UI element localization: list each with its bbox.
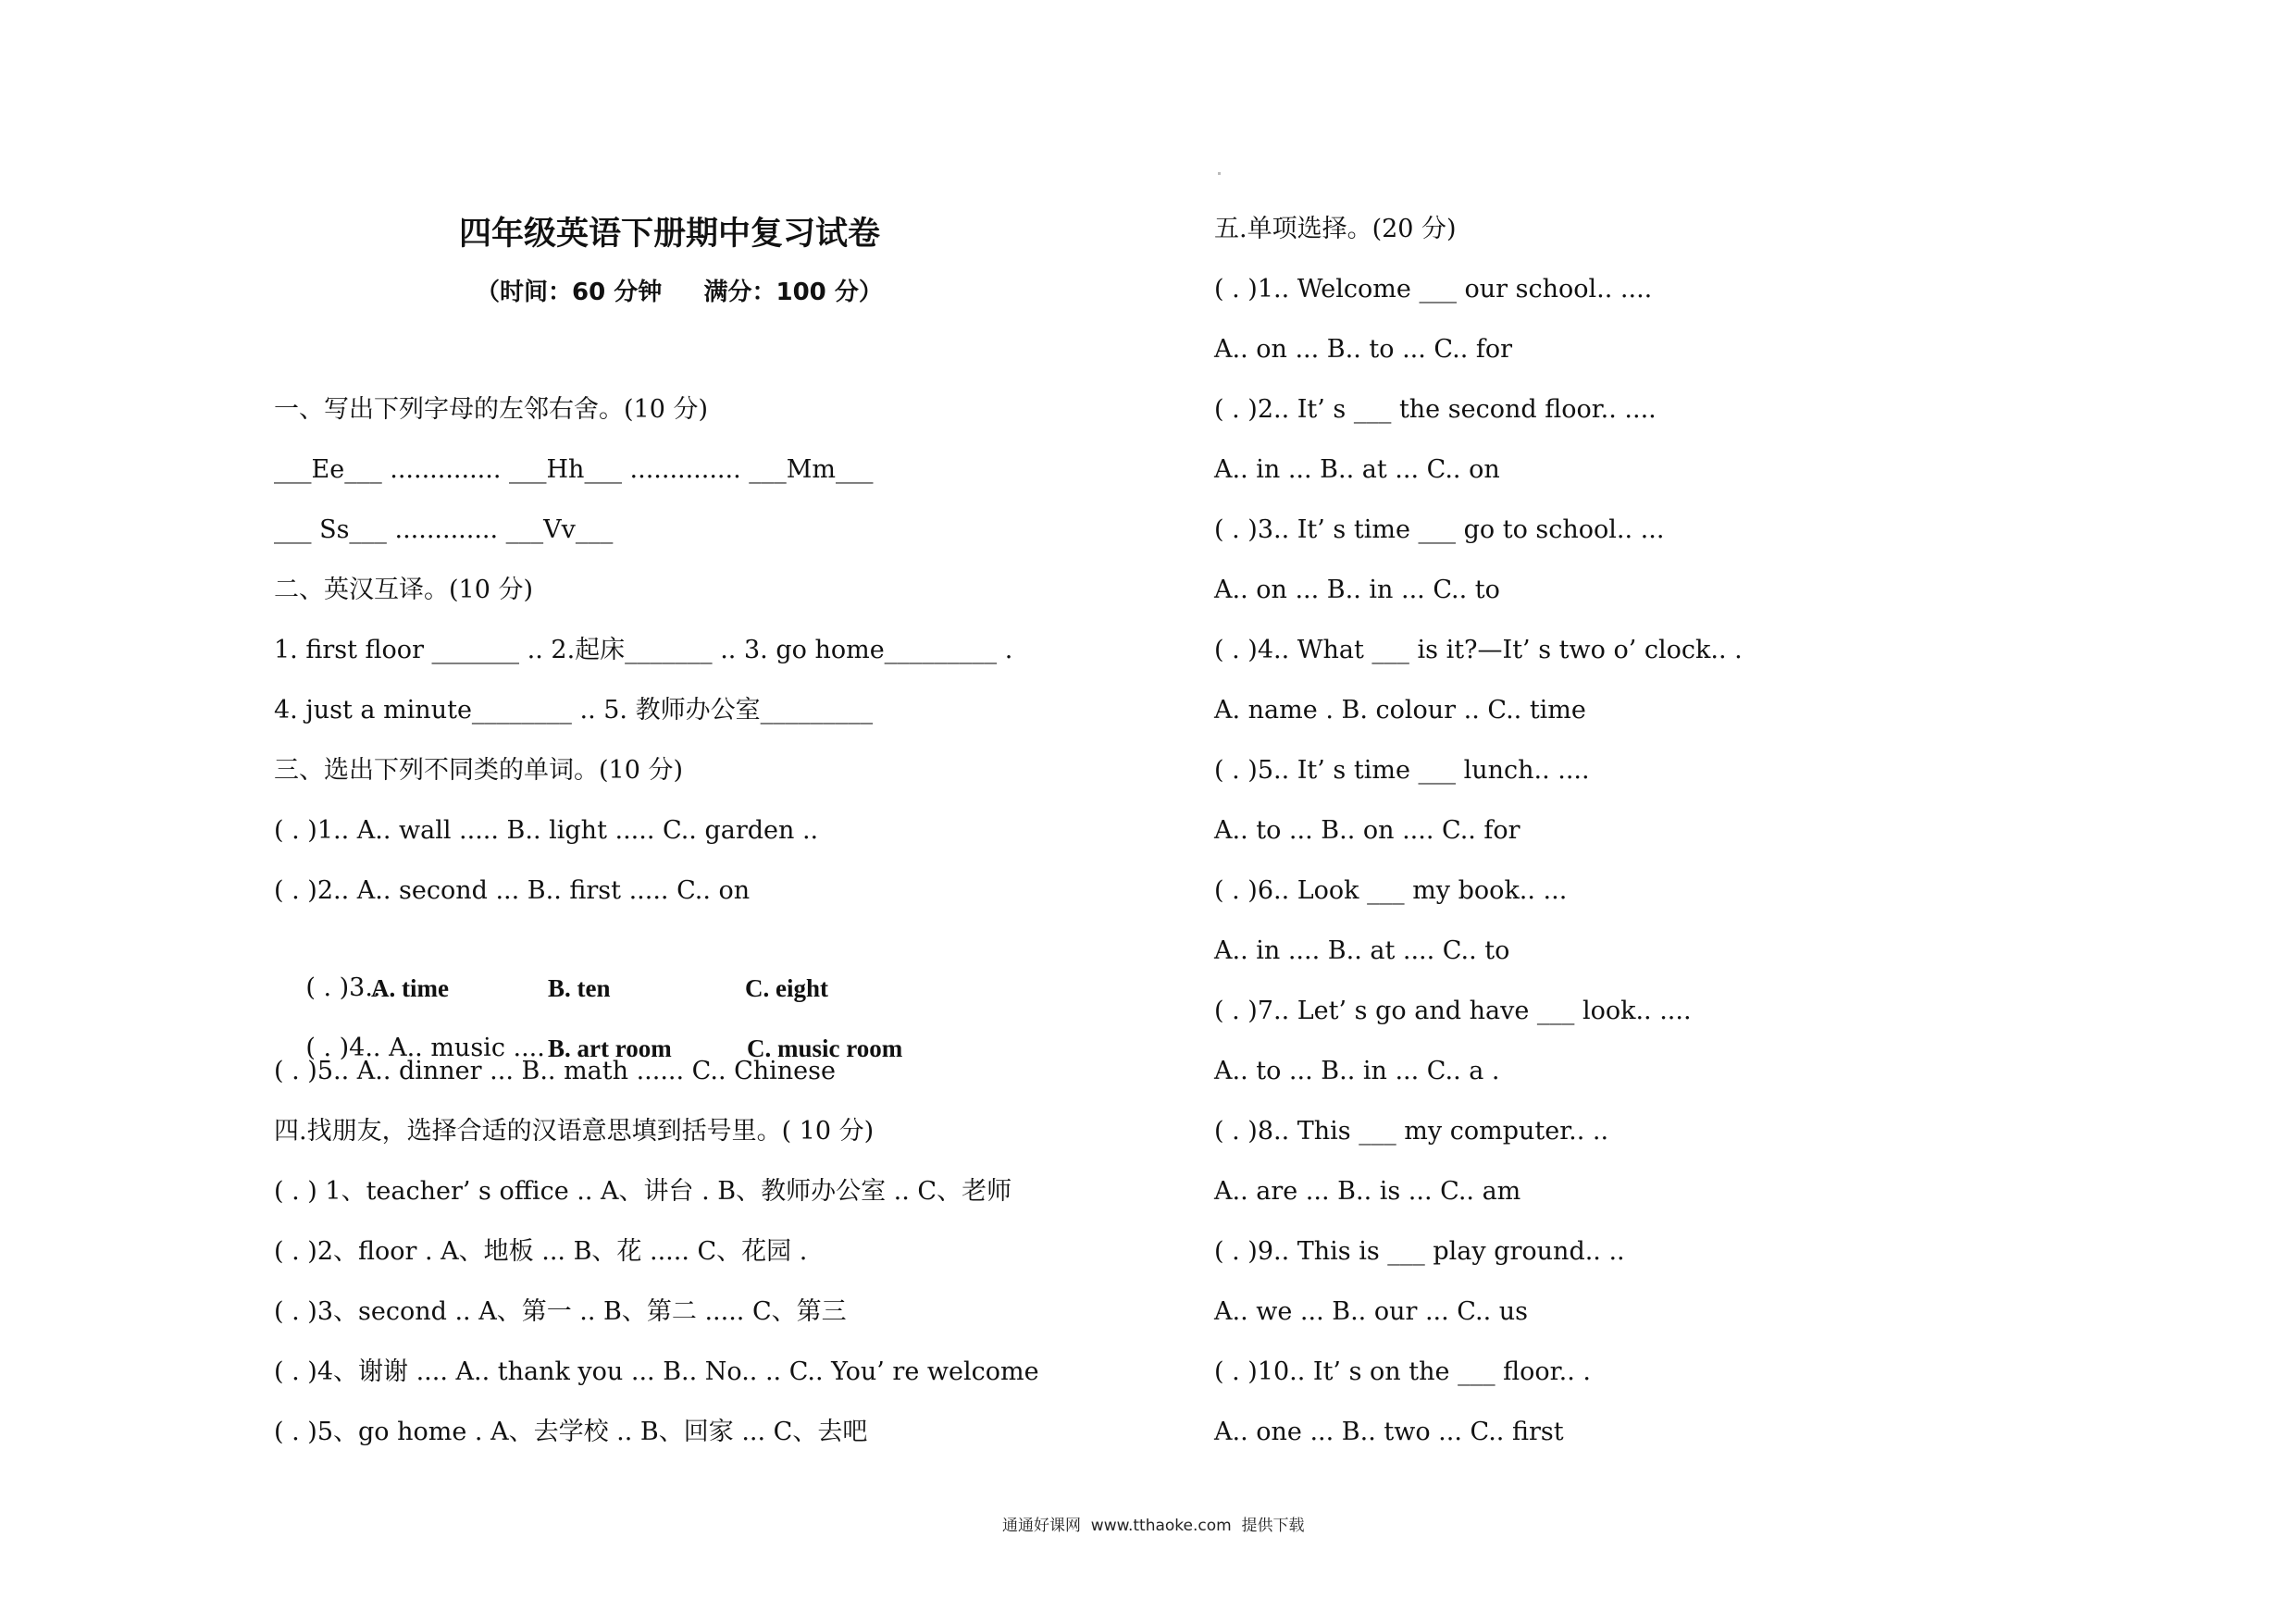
choice-q6-options: A.. in .... B.. at .... C.. to [1214,936,1510,965]
choice-q2-options: A.. in ... B.. at ... C.. on [1214,455,1500,484]
odd-one-q1: ( . )1.. A.. wall ..... B.. light ..... C.. garden .. [274,816,819,845]
q3-number: ( . )3.. [305,973,381,1002]
choice-q8-options: A.. are ... B.. is ... C.. am [1214,1177,1521,1206]
odd-one-q2: ( . )2.. A.. second ... B.. first ..... C.. on [274,876,751,905]
match-q3: ( . )3、second .. A、第一 .. B、第二 ..... C、第三 [274,1297,847,1326]
match-q4: ( . )4、谢谢 .... A.. thank you ... B.. No.. .. C.. You’ re welcome [274,1357,1039,1386]
match-q2: ( . )2、floor . A、地板 ... B、花 ..... C、花园 . [274,1237,808,1266]
letters-row-1: ___Ee___ .............. ___Hh___ .............. ___Mm___ [274,455,874,484]
section-1-heading: 一、写出下列字母的左邻右舍。(10 分) [274,395,709,424]
choice-q1-options: A.. on ... B.. to ... C.. for [1214,335,1513,364]
section-3-heading: 三、选出下列不同类的单词。(10 分) [274,756,684,785]
q4-option-c: C. music room [747,1035,903,1062]
q4-prefix: ( . )4.. A.. music .... [305,1034,545,1062]
choice-q5: ( . )5.. It’ s time ___ lunch.. .... [1214,756,1590,785]
choice-q9-options: A.. we ... B.. our ... C.. us [1214,1297,1528,1326]
choice-q10-options: A.. one ... B.. two ... C.. first [1214,1418,1564,1446]
corner-dot [1218,172,1221,175]
match-q5: ( . )5、go home . A、去学校 .. B、回家 ... C、去吧 [274,1418,868,1446]
choice-q7: ( . )7.. Let’ s go and have ___ look.. .... [1214,997,1692,1025]
section-5-heading: 五.单项选择。(20 分) [1214,215,1457,243]
q3-option-c: C. eight [745,974,828,1002]
page-title: 四年级英语下册期中复习试卷 [459,216,881,253]
translate-row-2: 4. just a minute________ .. 5. 教师办公室_________ [274,696,874,725]
choice-q3-options: A.. on ... B.. in ... C.. to [1214,576,1500,604]
choice-q5-options: A.. to ... B.. on .... C.. for [1214,816,1520,845]
choice-q1: ( . )1.. Welcome ___ our school.. .... [1214,275,1653,304]
choice-q6: ( . )6.. Look ___ my book.. ... [1214,876,1568,905]
letters-row-2: ___ Ss___ ............. ___Vv___ [274,515,614,544]
choice-q2: ( . )2.. It’ s ___ the second floor.. .... [1214,395,1657,424]
match-q1: ( . ) 1、teacher’ s office .. A、讲台 . B、教师办公室 .. C、老师 [274,1177,1012,1206]
choice-q4: ( . )4.. What ___ is it?—It’ s two o’ clock.. . [1214,636,1743,664]
choice-q8: ( . )8.. This ___ my computer.. .. [1214,1117,1609,1146]
exam-info: （时间：60 分钟 满分：100 分） [476,279,883,306]
choice-q9: ( . )9.. This is ___ play ground.. .. [1214,1237,1625,1266]
footer-credit: 通通好课网 www.tthaoke.com 提供下载 [1002,1517,1305,1535]
q3-option-a: A. time [371,974,449,1002]
choice-q3: ( . )3.. It’ s time ___ go to school.. ... [1214,515,1665,544]
section-2-heading: 二、英汉互译。(10 分) [274,576,534,604]
q3-option-b: B. ten [548,974,611,1002]
choice-q10: ( . )10.. It’ s on the ___ floor.. . [1214,1357,1591,1386]
choice-q4-options: A. name . B. colour .. C.. time [1214,696,1586,725]
choice-q7-options: A.. to ... B.. in ... C.. a . [1214,1057,1500,1085]
section-4-heading: 四.找朋友，选择合适的汉语意思填到括号里。( 10 分) [274,1117,875,1146]
q4-option-b: B. art room [548,1035,672,1062]
odd-one-q5: ( . )5.. A.. dinner ... B.. math ...... C.. Chinese [274,1057,836,1085]
translate-row-1: 1. first floor _______ .. 2.起床_______ .. 3. go home_________ . [274,636,1013,664]
